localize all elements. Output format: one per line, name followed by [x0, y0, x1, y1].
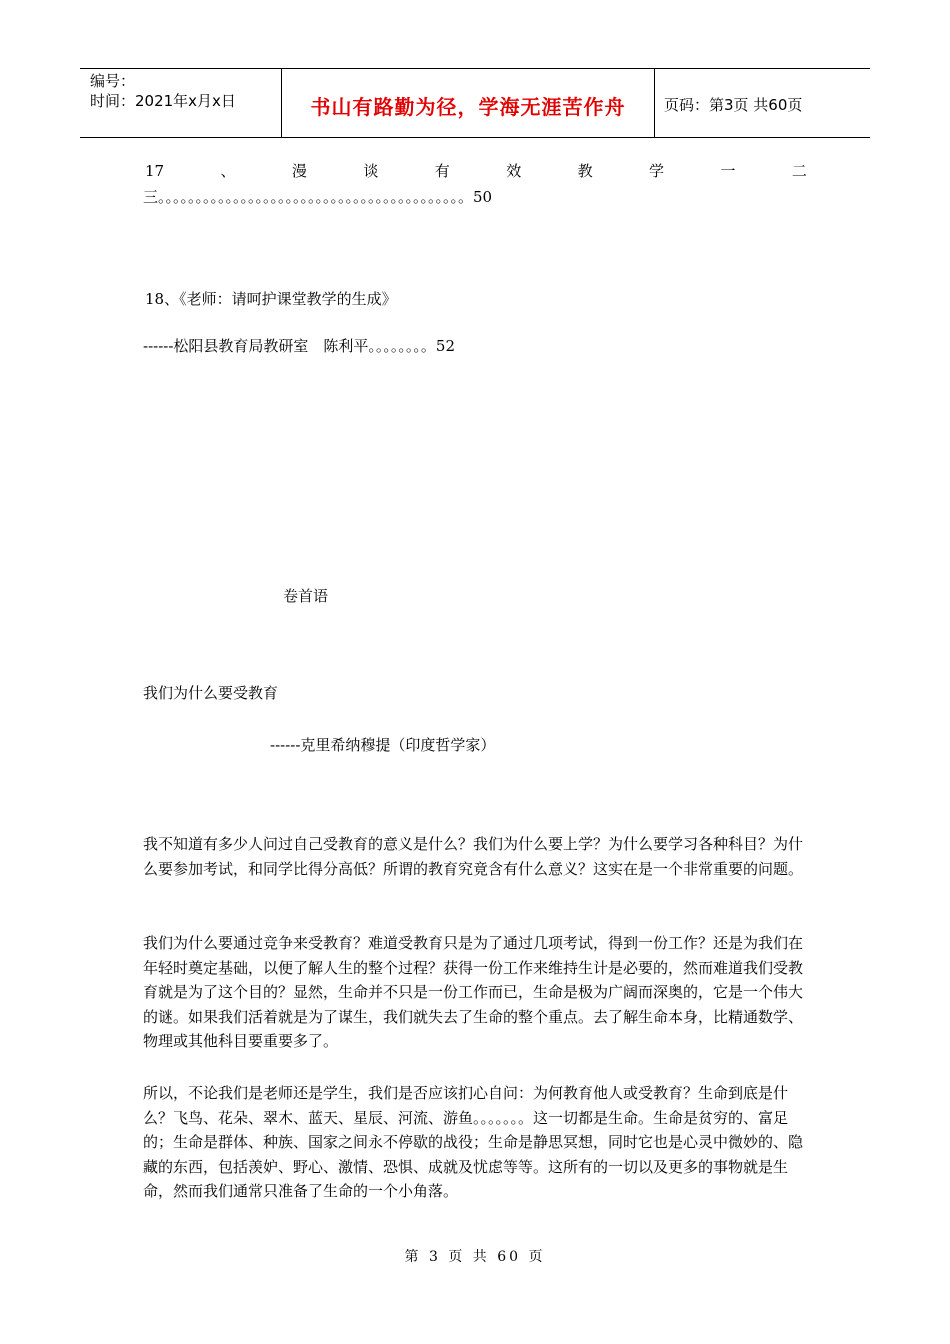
- toc-item-17-line2: 三。。。。。。。。。。。。。。。。。。。。。。。。。。。。。。。。。。。。。。。。。50: [143, 188, 493, 206]
- toc-item-17-word: 一: [720, 162, 736, 180]
- toc-item-17-word: 教: [577, 162, 593, 180]
- page-header: [80, 68, 870, 138]
- toc-item-17-word: 学: [649, 162, 665, 180]
- toc-item-17-word: 谈: [363, 162, 379, 180]
- header-page-info: 页码：第3页 共60页: [664, 96, 803, 114]
- toc-item-18-title: 18、《老师：请呵护课堂教学的生成》: [145, 290, 397, 308]
- toc-item-17-word: 17: [145, 162, 165, 180]
- toc-item-17-word: 二: [791, 162, 807, 180]
- header-motto: 书山有路勤为径，学海无涯苦作舟: [310, 95, 626, 119]
- essay-author: ------克里希纳穆提（印度哲学家）: [270, 736, 496, 754]
- header-motto-cell: [281, 69, 655, 137]
- header-page-cell: [654, 69, 870, 137]
- essay-paragraph-2: 我们为什么要通过竞争来受教育？难道受教育只是为了通过几项考试，得到一份工作？还是为我们在年轻时奠定基础，以便了解人生的整个过程？获得一份工作来维持生计是必要的，然而难道我们受教育就是为了这个目的？显然，生命并不只是一份工作而已，生命是极为广阔而深奥的，它是一个伟大的谜。如果我们活着就是为了谋生，我们就失去了生命的整个重点。去了解生命本身，比精通数学、物理或其他科目要重要多了。: [143, 934, 804, 1050]
- toc-item-17-word: 、: [220, 162, 236, 180]
- essay-paragraph-3: 所以，不论我们是老师还是学生，我们是否应该扪心自问：为何教育他人或受教育？生命到底是什么？飞鸟、花朵、翠木、蓝天、星辰、河流、游鱼。。。。。。。这一切都是生命。生命是贫穷的、富足的；生命是群体、种族、国家之间永不停歇的战役；生命是静思冥想，同时它也是心灵中微妙的、隐藏的东西，包括羡妒、野心、激情、恐惧、成就及忧虑等等。这所有的一切以及更多的事物就是生命，然而我们通常只准备了生命的一个小角落。: [143, 1084, 804, 1200]
- essay-title: 我们为什么要受教育: [143, 684, 279, 702]
- toc-item-17-word: 漫: [291, 162, 307, 180]
- toc-item-18-author: ------松阳县教育局教研室 陈利平。。。。。。。。52: [143, 337, 455, 355]
- toc-item-17-line1: [145, 158, 807, 184]
- page-footer: 第 3 页 共 60 页: [404, 1249, 546, 1265]
- preface-heading: 卷首语: [283, 587, 329, 605]
- document-date-label: 时间：2021年x月x日: [90, 92, 236, 110]
- header-left-cell: [80, 69, 281, 137]
- document-number-label: 编号：: [90, 72, 136, 90]
- toc-item-17-word: 有: [434, 162, 450, 180]
- toc-item-17-word: 效: [506, 162, 522, 180]
- essay-paragraph-1: 我不知道有多少人问过自己受教育的意义是什么？我们为什么要上学？为什么要学习各种科目？为什么要参加考试，和同学比得分高低？所谓的教育究竟含有什么意义？这实在是一个非常重要的问题。: [143, 835, 804, 878]
